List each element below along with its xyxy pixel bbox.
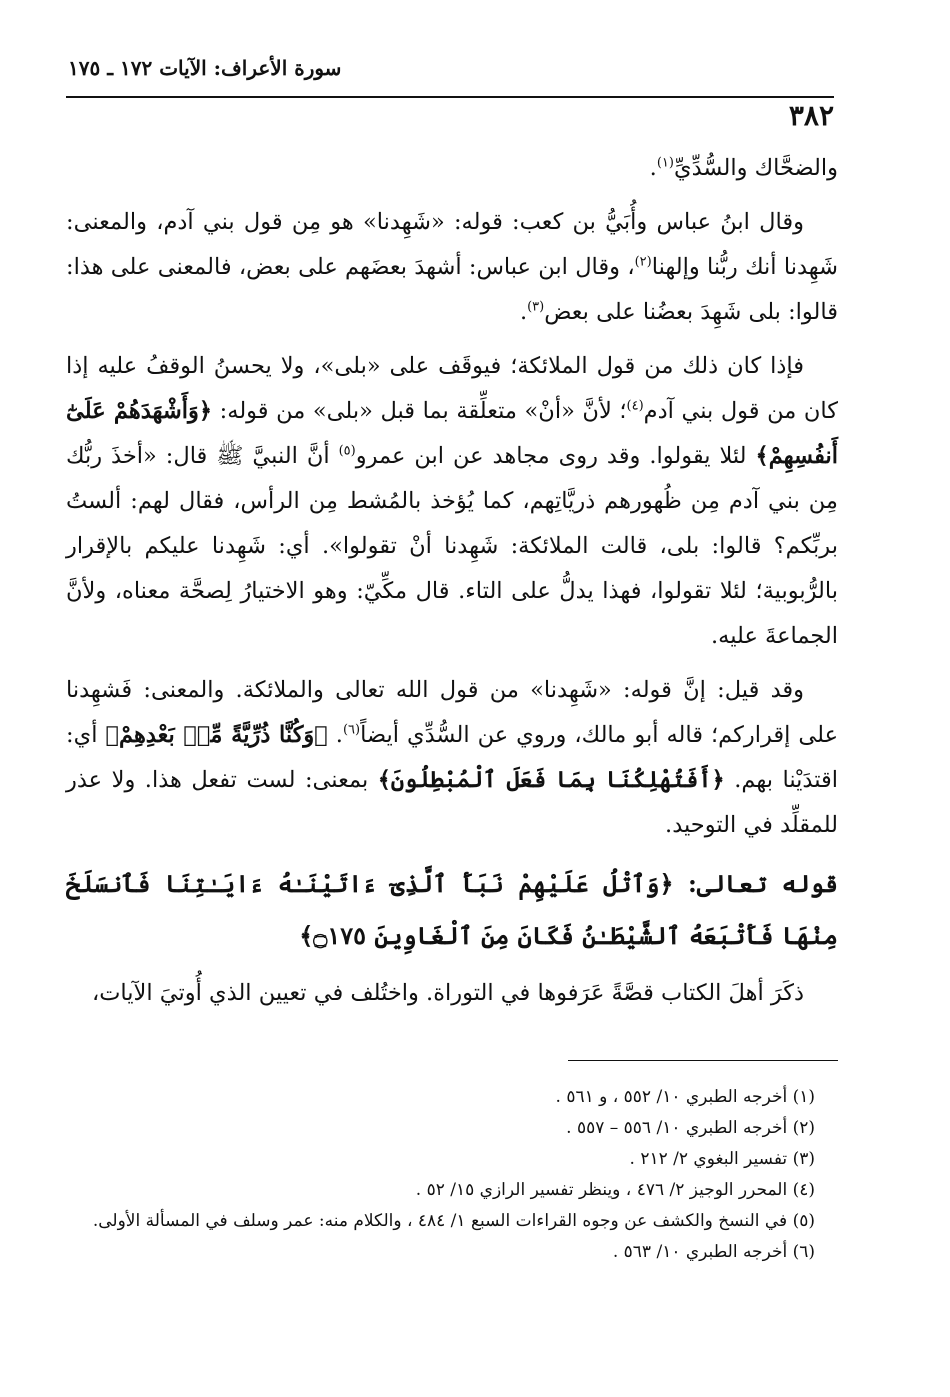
footnotes: [60, 1082, 815, 1268]
running-title: سورة الأعراف: الآيات ١٧٢ ـ ١٧٥: [68, 56, 342, 80]
paragraph-5: ذكَرَ أهلَ الكتاب قصَّةً عَرَفوها في التوراة. واختُلف في تعيين الذي أُوتيَ الآيات،: [91, 980, 804, 1006]
verse-text: ﴿وَٱتْلُ عَلَيْهِمْ نَبَأَ ٱلَّذِىٓ ءَاتَيْنَـٰهُ ءَايَـٰتِنَا فَٱنسَلَخَ مِنْهَا فَأَتْبَعَهُ ٱلشَّيْطَـٰنُ فَكَانَ مِنَ ٱلْغَاوِينَ ۝١٧٥﴾: [66, 869, 838, 950]
footnote-1: (١) أخرجه الطبري ١٠/ ٥٥٢ ، و ٥٦١ .: [555, 1087, 815, 1107]
footnote-ref-1[interactable]: (١): [656, 155, 674, 171]
footnote-ref-4[interactable]: (٤): [626, 398, 644, 414]
quran-quote: ﴿وَأَشْهَدَهُمْ عَلَىٰٓ أَنفُسِهِمْ﴾: [66, 398, 839, 469]
page-header: [66, 50, 834, 132]
footnote-3: (٣) تفسير البغوي ٢/ ٢١٢ .: [629, 1149, 815, 1169]
footnote-ref-2[interactable]: (٢): [634, 254, 652, 270]
page-number: ٣٨٢: [788, 99, 834, 132]
quran-quote: ﴿أَفَتُهْلِكُنَا بِمَا فَعَلَ ٱلْمُبْطِلُونَ﴾: [377, 767, 725, 793]
quran-quote: ﴿وَكُنَّا ذُرِّيَّةً مِّنۢ بَعْدِهِمْ﴾: [105, 722, 328, 748]
footnote-divider: [568, 1060, 838, 1061]
paragraph-4: وقد قيل: إنَّ قوله: «شَهِدنا» من قول الله تعالى والملائكة. والمعنى: فَشهِدنا على إقراركم؛ قاله أبو مالك، وروي عن السُّدِّي أيضاً$^{(٦)}$. ﴿وَكُنَّا ذُرِّيَّةً مِّنۢ بَعْدِهِمْ﴾ أي: اقتدَيْنا بهم. ﴿أَفَتُهْلِكُنَا بِمَا فَعَلَ ٱلْمُبْطِلُونَ﴾ بمعنى: لست تفعل هذا. ولا عذر للمقلِّد في التوحيد.: [66, 677, 839, 838]
footnote-2: (٢) أخرجه الطبري ١٠/ ٥٥٦ – ٥٥٧ .: [566, 1118, 815, 1138]
paragraph-2: وقال ابنُ عباس وأُبَيُّ بن كعب: قوله: «شَهِدنا» هو مِن قول بني آدم، والمعنى: شَهِدنا أنك ربُّنا وإلهنا$^{(٢)}$، وقال ابن عباس: أشهدَ بعضَهم على بعض، فالمعنى على هذا: قالوا: بلى شَهِدَ بعضُنا على بعض$^{(٣)}$.: [66, 209, 838, 325]
footnote-ref-3[interactable]: (٣): [527, 299, 545, 315]
footnote-6: (٦) أخرجه الطبري ١٠/ ٥٦٣ .: [612, 1242, 815, 1262]
footnote-ref-6[interactable]: (٦): [342, 722, 361, 738]
footnote-ref-5[interactable]: (٥): [338, 443, 356, 459]
footnote-5: (٥) في النسخ والكشف عن وجوه القراءات السبع ١/ ٤٨٤ ، والكلام منه: عمر وسلف في المسألة الأولى.: [92, 1211, 815, 1231]
verse-heading: قوله تعالى: ﴿وَٱتْلُ عَلَيْهِمْ نَبَأَ ٱلَّذِىٓ ءَاتَيْنَـٰهُ ءَايَـٰتِنَا فَٱنسَلَخَ مِنْهَا فَأَتْبَعَهُ ٱلشَّيْطَـٰنُ فَكَانَ مِنَ ٱلْغَاوِينَ ۝١٧٥﴾: [66, 869, 838, 950]
paragraph-3: فإذا كان ذلك من قول الملائكة؛ فيوقَف على «بلى»، ولا يحسنُ الوقفُ عليه إذا كان من قول بني آدم$^{(٤)}$؛ لأنَّ «أنْ» متعلِّقة بما قبل «بلى» من قوله: ﴿وَأَشْهَدَهُمْ عَلَىٰٓ أَنفُسِهِمْ﴾ لئلا يقولوا. وقد روى مجاهد عن ابن عمرو$^{(٥)}$ أنَّ النبيَّ ﷺ قال: «أخذَ ربُّك مِن بني آدم مِن ظُهورهم ذريَّاتِهم، كما يُؤخذ بالمُشط مِن الرأس، فقال لهم: ألستُ بربِّكم؟ قالوا: بلى، قالت الملائكة: شَهِدنا أنْ تقولوا». أي: شَهِدنا عليكم بالإقرار بالرُّبوبية؛ لئلا تقولوا، فهذا يدلُّ على التاء. قال مكِّيّ: وهو الاختيارُ لِصحَّة معناه، ولأنَّ الجماعةَ عليه.: [66, 353, 839, 649]
footnote-4: (٤) المحرر الوجيز ٢/ ٤٧٦ ، وينظر تفسير الرازي ١٥/ ٥٢ .: [415, 1180, 815, 1200]
paragraph-1: والضحَّاك والسُّدِّيِّ$^{(١)}$.: [649, 155, 838, 181]
main-text: [66, 146, 838, 1016]
